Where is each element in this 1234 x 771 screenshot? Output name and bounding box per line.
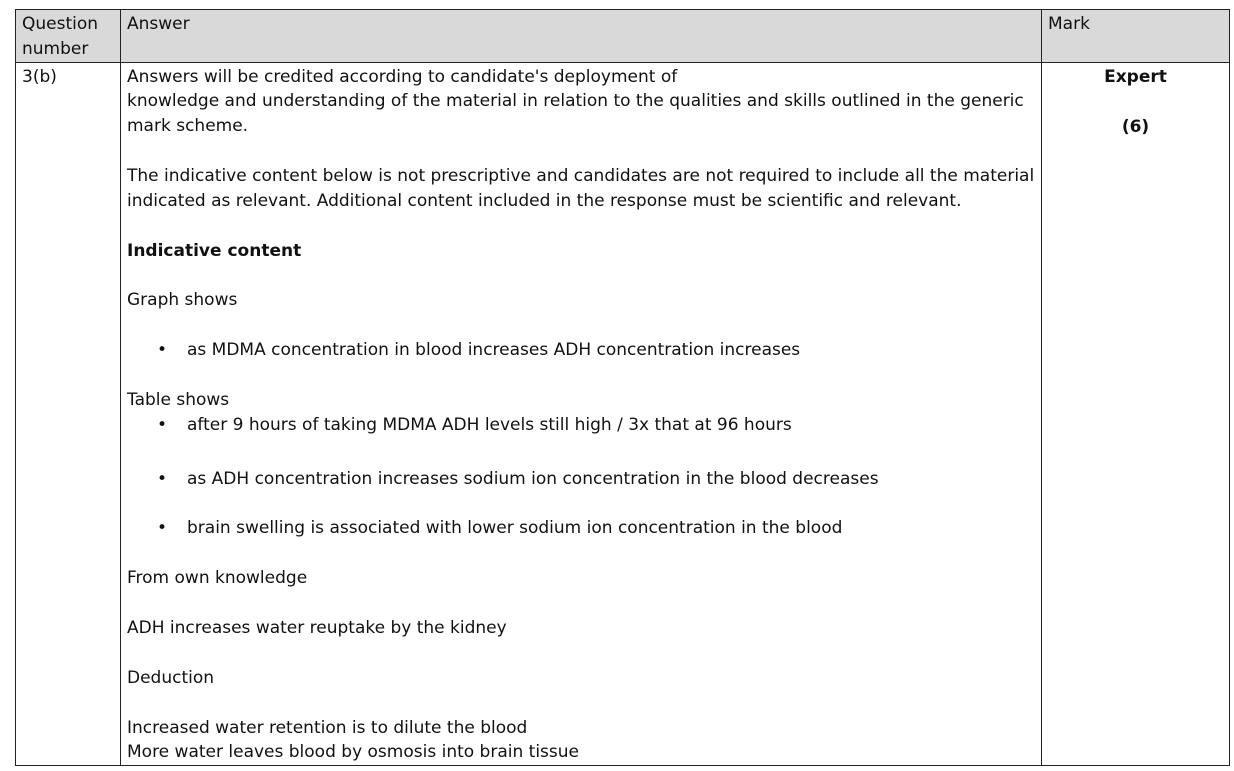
header-mark: Mark — [1042, 10, 1230, 63]
header-question-number: Question number — [16, 10, 121, 63]
knowledge-heading: From own knowledge — [127, 568, 308, 589]
header-answer: Answer — [121, 10, 1042, 63]
table-bullet: • brain swelling is associated with lower sodium ion concentration in the blood — [127, 516, 1035, 541]
indicative-heading: Indicative content — [127, 240, 302, 261]
mark-scheme-table — [15, 9, 1230, 766]
answer-row — [16, 62, 1230, 766]
question-number: 3(b) — [16, 62, 121, 766]
knowledge-text: ADH increases water reuptake by the kidney — [127, 617, 507, 638]
graph-heading: Graph shows — [127, 290, 238, 311]
mark-cell — [1042, 62, 1230, 766]
deduction-line: Increased water retention is to dilute the blood — [127, 717, 528, 738]
deduction-heading: Deduction — [127, 667, 215, 688]
header-row — [16, 10, 1230, 63]
table-bullet-list — [127, 413, 1035, 541]
deduction-line: More water leaves blood by osmosis into brain tissue — [127, 742, 579, 763]
mark-value: (6) — [1121, 116, 1150, 137]
graph-bullet: • as MDMA concentration in blood increases ADH concentration increases — [127, 338, 1035, 363]
table-bullet: • as ADH concentration increases sodium ion concentration in the blood decreases — [127, 467, 1035, 492]
intro-line-1: Answers will be credited according to candidate's deployment of — [127, 66, 678, 87]
mark-label: Expert — [1104, 66, 1167, 87]
table-heading: Table shows — [127, 389, 230, 410]
answer-cell — [121, 62, 1042, 766]
indicative-note: The indicative content below is not prescriptive and candidates are not required to include all the material indicated as relevant. Additional content included in the response must be scientific and relevant. — [127, 165, 1035, 211]
intro-line-2: knowledge and understanding of the material in relation to the qualities and skills outlined in the generic mark scheme. — [127, 91, 1024, 137]
graph-bullet-list — [127, 338, 1035, 363]
table-bullet: • after 9 hours of taking MDMA ADH levels still high / 3x that at 96 hours — [127, 413, 1035, 438]
